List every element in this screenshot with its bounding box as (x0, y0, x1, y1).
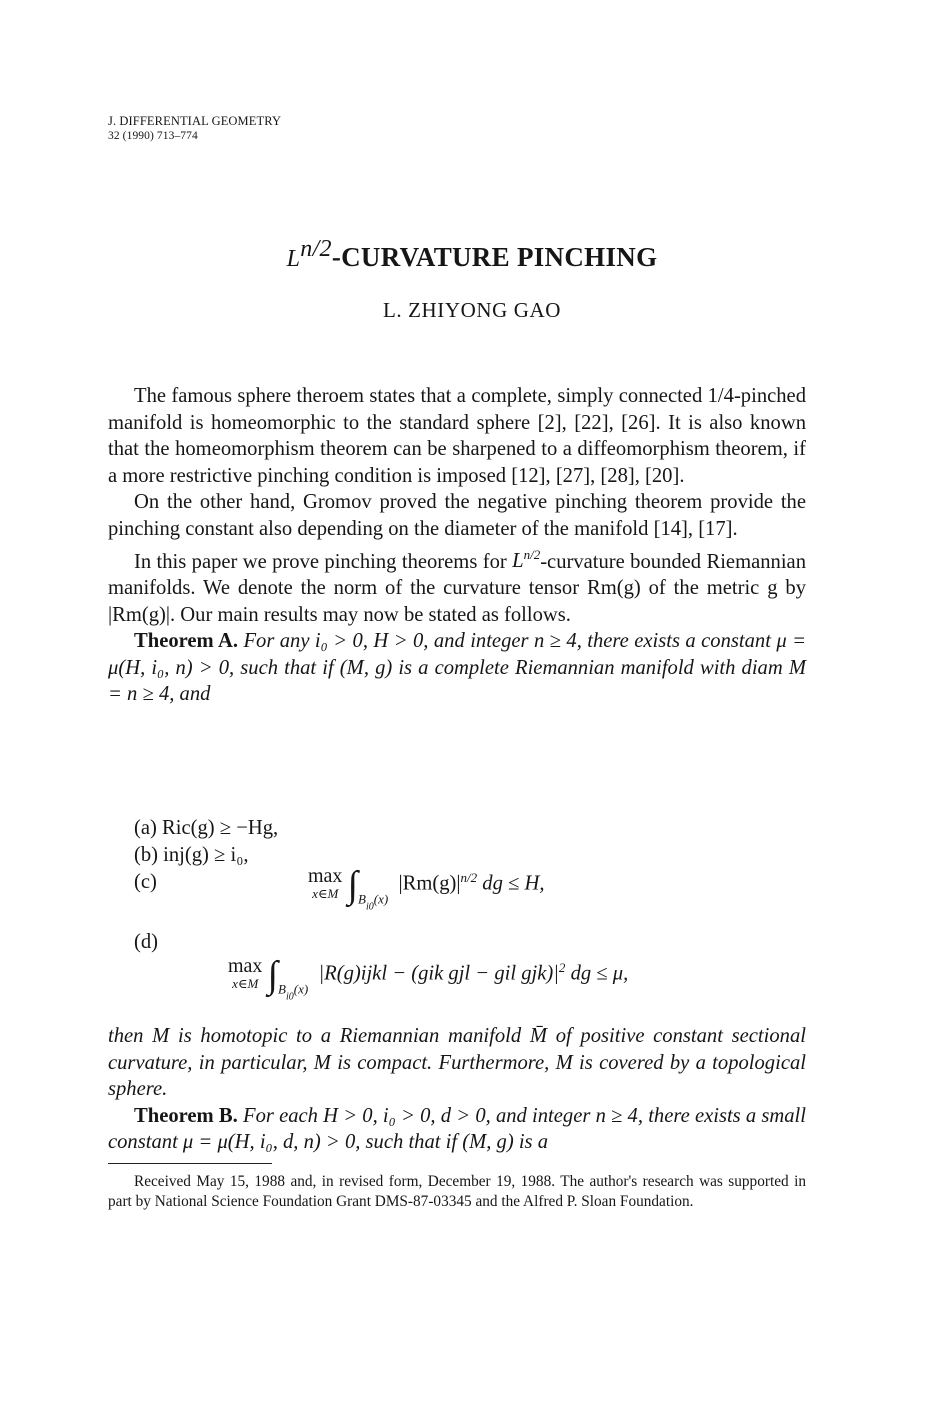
theorem-a-conclusion-block (108, 1023, 806, 1156)
eq-c-under: x∈M (312, 886, 339, 901)
paragraph-3 (108, 543, 806, 629)
theorem-a-text: For any i₀ > 0, H > 0, and integer n ≥ 4, there exists a constant μ = μ(H, i₀, n) > 0, such that if (M, g) is a complete Riemannian manifold with diam M = n ≥ 4, and (108, 630, 806, 706)
paragraph-3-end: -curvature bounded Riemannian manifolds. We denote the norm of the curvature tensor Rm(g) of the metric g by |Rm(g)|. Our main results may now be stated as follows. (108, 550, 806, 626)
condition-d: (d) (134, 931, 159, 953)
eq-d-power: 2 (558, 959, 566, 975)
equation-d: max x∈M $\int_{Bi0(x)}$ |R(g)ijkl − (gik gjl − gil $gjk)|^2$ dg ≤ μ, (228, 954, 629, 1003)
theorem-b-text: For each H > 0, i₀ > 0, d > 0, and integer n ≥ 4, there exists a small constant μ = μ(H, i₀, d, n) > 0, such that if (M, g) is a (108, 1104, 807, 1154)
title-text: -CURVATURE PINCHING (331, 242, 658, 272)
eq-d-domain: B (278, 981, 286, 997)
integral-sign-d: ∫ (267, 954, 279, 996)
ln2-symbol: $L^{n/2}$ (512, 547, 541, 573)
paragraph-2: On the other hand, Gromov proved the negative pinching theorem provide the pinching constant also depending on the diameter of the manifold [14], [17]. (108, 491, 806, 540)
eq-c-max: max (308, 865, 343, 887)
footnote-text: Received May 15, 1988 and, in revised form, December 19, 1988. The author's research was supported in part by National Science Foundation Grant DMS-87-03345 and the Alfred P. Sloan Foundation. (108, 1173, 806, 1210)
integral-sign-c: ∫ (347, 864, 359, 906)
journal-name: J. DIFFERENTIAL GEOMETRY (108, 114, 282, 128)
footnote (108, 1172, 806, 1212)
theorem-a-conclusion: then M is homotopic to a Riemannian manifold M̄ of positive constant sectional curvature, in particular, M is compact. Furthermore, M is covered by a topological sphere. (108, 1025, 806, 1101)
eq-d-body: |R(g)ijkl − (gik gjl − gil gjk)| (318, 962, 559, 985)
theorem-b-statement (108, 1103, 806, 1156)
condition-a: (a) Ric(g) ≥ −Hg, (134, 817, 279, 839)
eq-d-tail: dg ≤ μ, (570, 962, 629, 985)
title-superscript: n/2 (300, 236, 332, 262)
journal-volume: 32 (1990) 713–774 (108, 130, 198, 142)
theorem-b-label: Theorem B. (134, 1104, 238, 1127)
eq-c-power: n/2 (460, 869, 478, 885)
author-name: L. ZHIYONG GAO (382, 298, 562, 322)
paragraph-3-start: In this paper we prove pinching theorems for (134, 550, 513, 573)
eq-d-under: x∈M (232, 976, 259, 991)
eq-c-domain: B (358, 891, 366, 907)
footnote-rule (108, 1163, 272, 1164)
eq-c-tail: dg ≤ H, (482, 872, 545, 895)
theorem-a-label: Theorem A. (134, 630, 238, 653)
equation-c: max x∈M $\int_{Bi0(x)}$ $|Rm(g)|^{n/2}$ dg ≤ H, (308, 864, 545, 913)
theorem-a-statement (108, 628, 806, 708)
intro-text (108, 383, 806, 708)
paragraph-1: The famous sphere theroem states that a complete, simply connected 1/4-pinched manifold is homeomorphic to the standard sphere [2], [22], [26]. It is also known that the homeomorphism theorem can be sharpened to a diffeomorphism theorem, if a more restrictive pinching condition is imposed [12], [27], [28], [20]. (108, 385, 806, 487)
journal-header (108, 114, 281, 144)
eq-c-body: |Rm(g)| (398, 872, 461, 895)
eq-d-max: max (228, 955, 263, 977)
condition-c: (c) (134, 871, 157, 893)
title-prefix: L (286, 246, 301, 272)
condition-b: (b) inj(g) ≥ i₀, (134, 844, 249, 866)
paper-title (0, 236, 944, 273)
